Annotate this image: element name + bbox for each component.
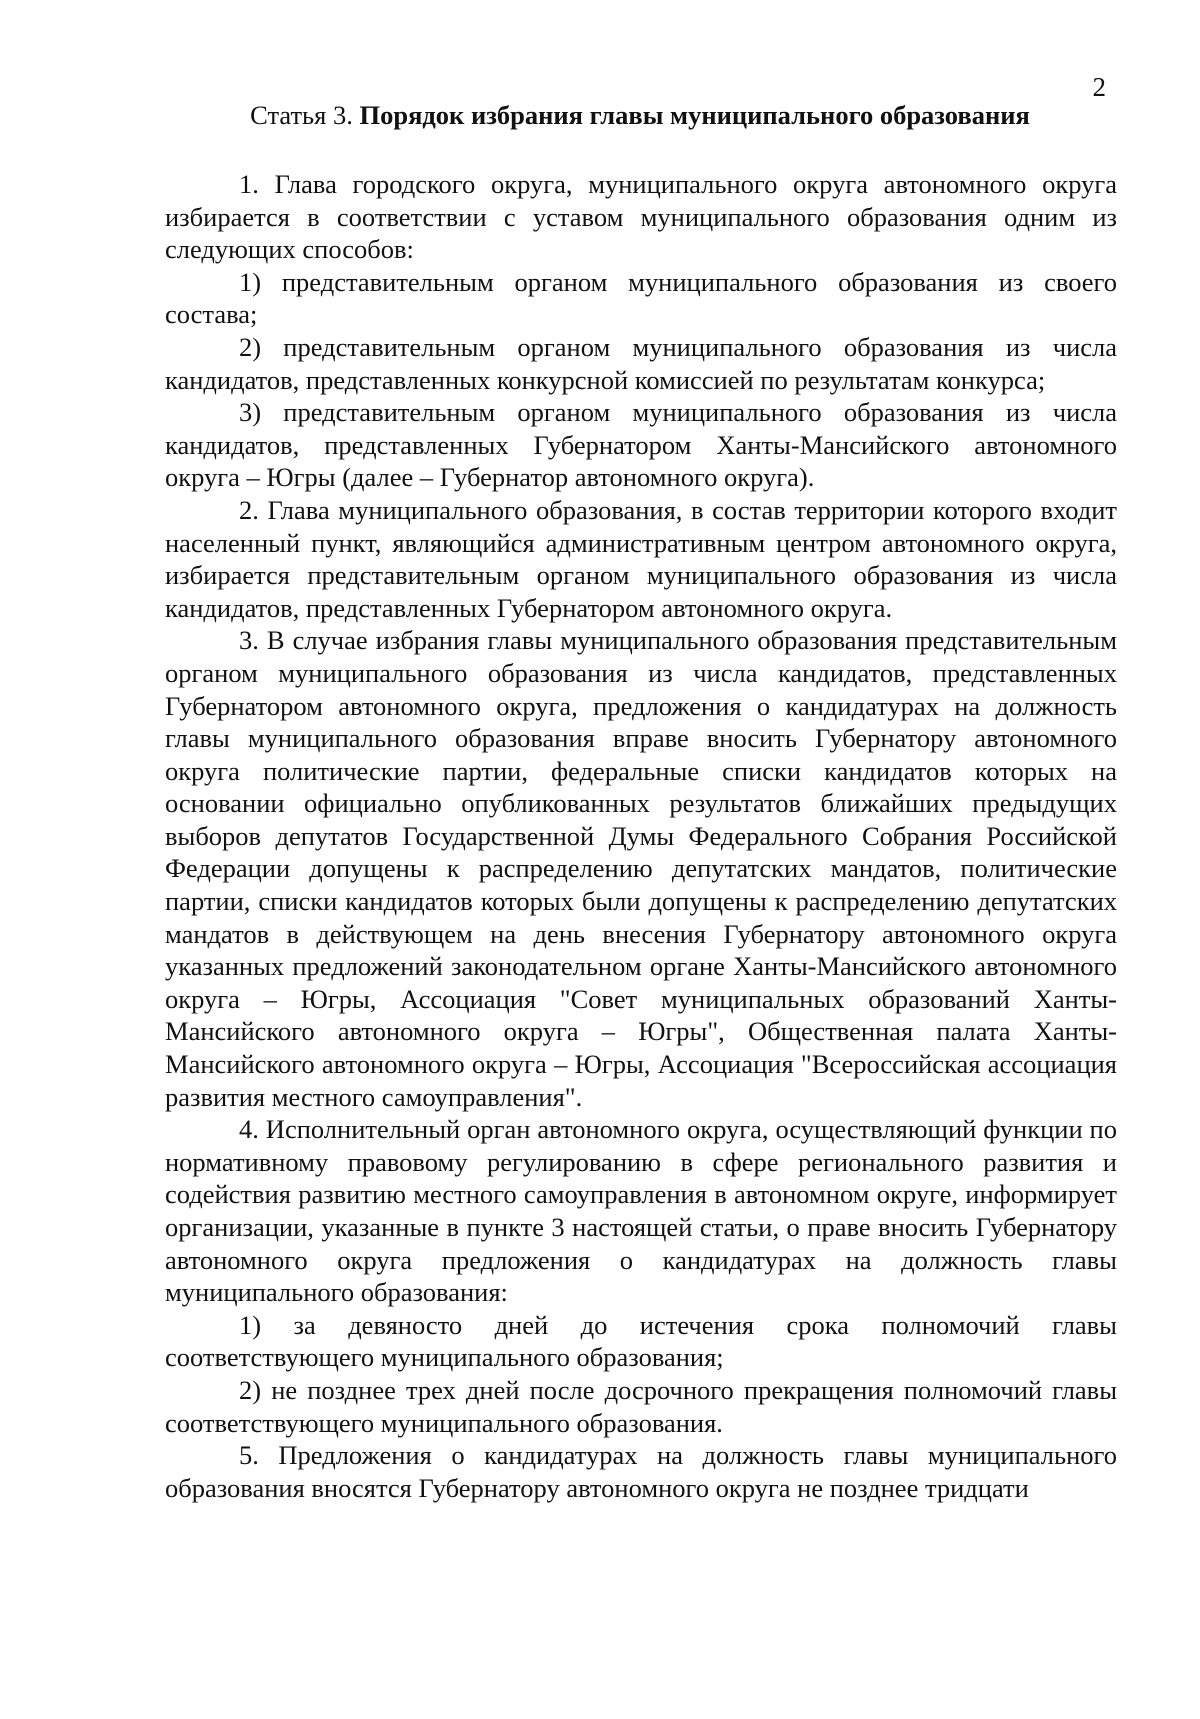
- page-number: 2: [1092, 72, 1106, 102]
- paragraph: 3) представительным органом муниципального образования из числа кандидатов, представленных Губернатором Ханты-Мансийского автономного округа – Югры (далее – Губернатор автономного округа).: [165, 397, 1117, 493]
- article-number: Статья 3.: [250, 100, 353, 130]
- paragraph: 2) представительным органом муниципального образования из числа кандидатов, представленных конкурсной комиссией по результатам конкурса;: [165, 331, 1117, 395]
- paragraph: 2) не позднее трех дней после досрочного прекращения полномочий главы соответствующего муниципального образования.: [165, 1374, 1117, 1438]
- article-title: Порядок избрания главы муниципального образования: [359, 100, 1030, 130]
- paragraph: 1) за девяносто дней до истечения срока полномочий главы соответствующего муниципального образования;: [165, 1309, 1117, 1373]
- paragraph: 1) представительным органом муниципального образования из своего состава;: [165, 266, 1117, 330]
- article-heading: [165, 98, 1115, 132]
- paragraph: 4. Исполнительный орган автономного округа, осуществляющий функции по нормативному правовому регулированию в сфере регионального развития и содействия развитию местного самоуправления в автономном округе, информирует организации, указанные в пункте 3 настоящей статьи, о праве вносить Губернатору автономного округа предложения о кандидатурах на должность главы муниципального образования:: [165, 1114, 1117, 1308]
- paragraph: 5. Предложения о кандидатурах на должность главы муниципального образования вносятся Губернатору автономного округа не позднее тридцати: [165, 1440, 1117, 1503]
- paragraph: 1. Глава городского округа, муниципального округа автономного округа избирается в соответствии с уставом муниципального образования одним из следующих способов:: [165, 169, 1117, 265]
- article-body: [165, 168, 1117, 1504]
- paragraph: 3. В случае избрания главы муниципального образования представительным органом муниципального образования из числа кандидатов, представленных Губернатором автономного округа, предложения о кандидатурах на должность главы муниципального образования вправе вносить Губернатору автономного округа политические партии, федеральные списки кандидатов которых на основании официально опубликованных результатов ближайших предыдущих выборов депутатов Государственной Думы Федерального Собрания Российской Федерации допущены к распределению депутатских мандатов, политические партии, списки кандидатов которых были допущены к распределению депутатских мандатов в действующем на день внесения Губернатору автономного округа указанных предложений законодательном органе Ханты-Мансийского автономного округа – Югры, Ассоциация "Совет муниципальных образований Ханты-Мансийского автономного округа – Югры", Общественная палата Ханты-Мансийского автономного округа – Югры, Ассоциация "Всероссийская ассоциация развития местного самоуправления".: [165, 625, 1117, 1112]
- paragraph: 2. Глава муниципального образования, в состав территории которого входит населенный пункт, являющийся административным центром автономного округа, избирается представительным органом муниципального образования из числа кандидатов, представленных Губернатором автономного округа.: [165, 494, 1117, 623]
